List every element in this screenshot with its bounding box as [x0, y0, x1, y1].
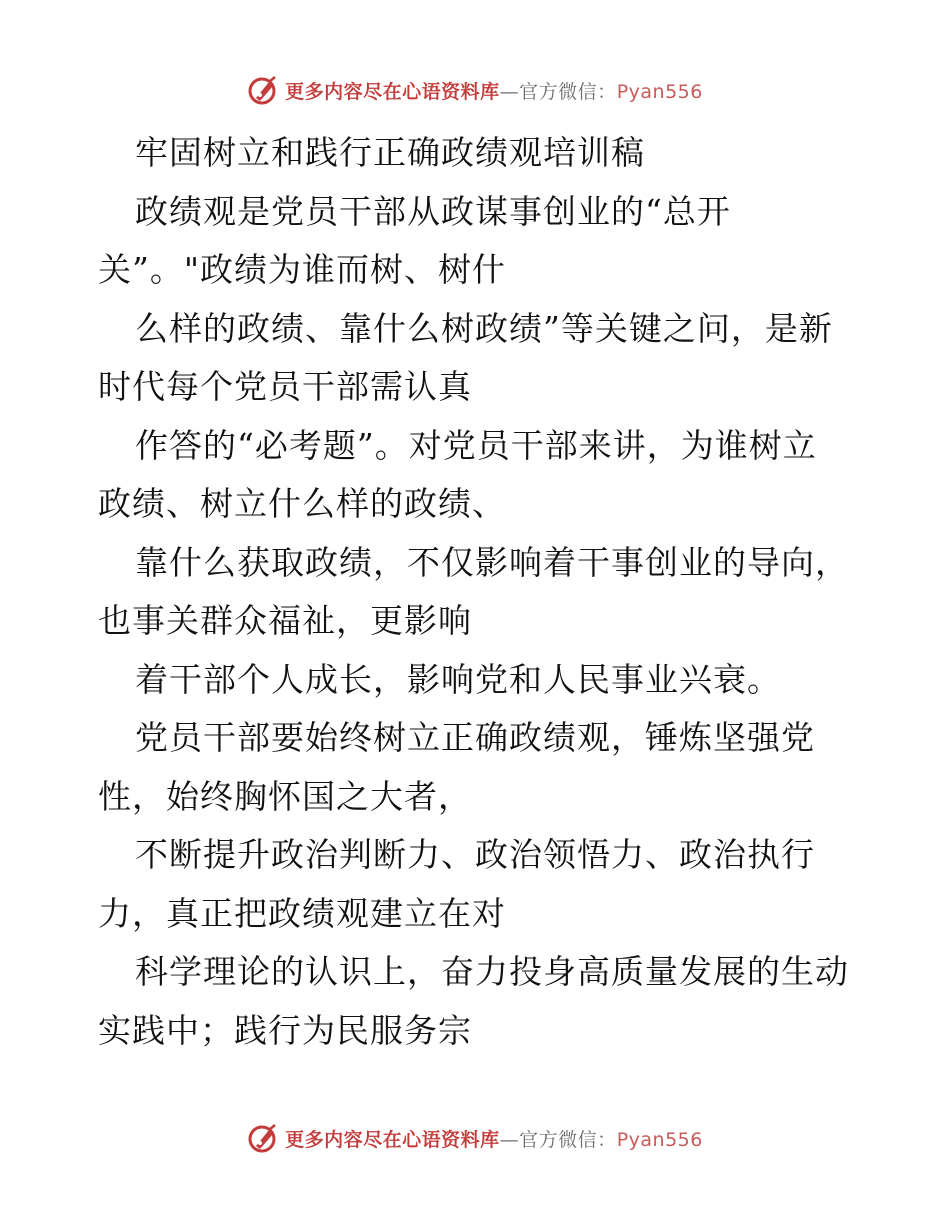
pen-nib-logo-icon — [247, 1122, 279, 1154]
body-line: 也事关群众福祉，更影响 — [98, 601, 472, 640]
body-line: 不断提升政治判断力、政治领悟力、政治执行 — [135, 835, 815, 874]
body-line: 政绩、树立什么样的政绩、 — [98, 484, 506, 523]
header-banner-main: 更多内容尽在心语资料库 — [285, 80, 500, 103]
pen-nib-logo-icon — [247, 74, 279, 106]
body-line: 时代每个党员干部需认真 — [98, 367, 472, 406]
body-line: 靠什么获取政绩，不仅影响着干事创业的导向， — [135, 542, 849, 582]
body-line: 政绩观是党员干部从政谋事创业的“总开 — [135, 191, 731, 231]
document-body — [98, 124, 858, 1060]
footer-banner-dash: — — [499, 1128, 520, 1151]
footer-banner — [0, 1118, 950, 1158]
body-line: 科学理论的认识上，奋力投身高质量发展的生动 — [135, 952, 849, 991]
body-line: 作答的“必考题”。对党员干部来讲，为谁树立 — [135, 425, 817, 465]
body-line: 党员干部要始终树立正确政绩观，锤炼坚强党 — [135, 718, 815, 757]
footer-banner-main: 更多内容尽在心语资料库 — [285, 1128, 500, 1151]
body-line: 着干部个人成长，影响党和人民事业兴衰。 — [135, 659, 781, 699]
body-line: 力，真正把政绩观建立在对 — [98, 893, 506, 933]
body-line: 关”。"政绩为谁而树、树什 — [98, 250, 507, 289]
footer-banner-text — [285, 1125, 703, 1152]
header-banner-label: 官方微信： — [519, 80, 617, 103]
header-banner-text — [285, 77, 703, 104]
body-line: 么样的政绩、靠什么树政绩”等关键之问，是新 — [135, 308, 833, 348]
footer-banner-label: 官方微信： — [519, 1128, 617, 1151]
header-wechat-id: Pyan556 — [616, 80, 703, 103]
document-title: 牢固树立和践行正确政绩观培训稿 — [135, 133, 645, 172]
header-banner — [0, 70, 950, 110]
footer-wechat-id: Pyan556 — [616, 1128, 703, 1151]
header-banner-dash: — — [499, 80, 520, 103]
body-line: 性，始终胸怀国之大者， — [98, 776, 472, 816]
body-line: 实践中；践行为民服务宗 — [98, 1010, 472, 1050]
